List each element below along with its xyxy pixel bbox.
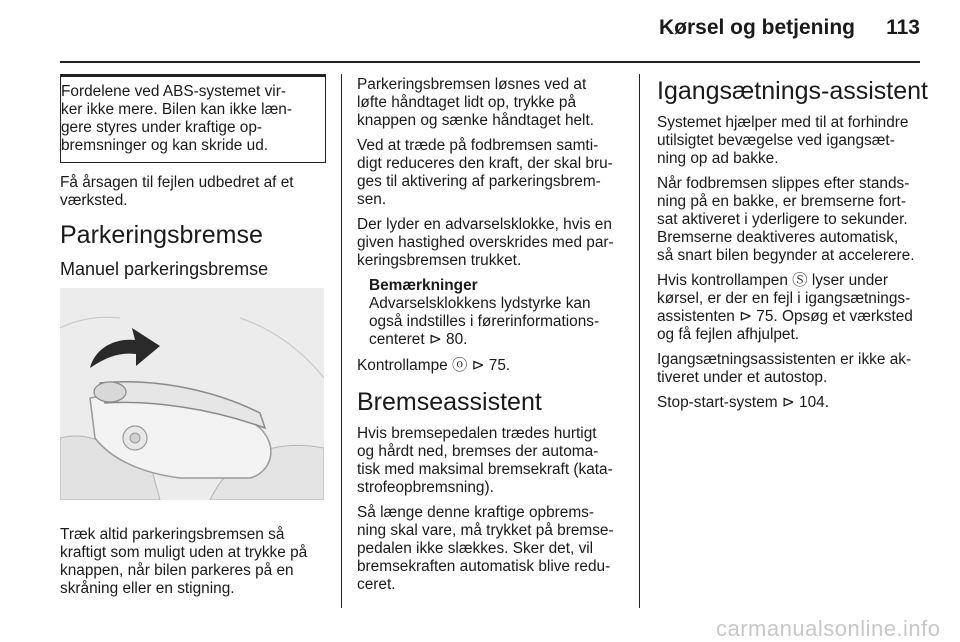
text-line: bremsekraften automatisk blive redu- (357, 558, 611, 575)
column-divider (639, 74, 640, 608)
text-line: tiveret under et autostop. (657, 369, 828, 386)
note-heading: Bemærkninger (369, 277, 478, 294)
column-middle (357, 76, 623, 601)
column-right (657, 76, 928, 419)
warning-box (60, 74, 326, 163)
text-line: Der lyder en advarselsklokke, hvis en (357, 216, 612, 233)
text-line: assistenten ⊳ 75. Opsøg et værksted (657, 308, 913, 325)
text-line: Træk altid parkeringsbremsen så (60, 526, 285, 543)
text-line: skråning eller en stigning. (60, 580, 235, 597)
text-line: sen. (357, 191, 387, 208)
paragraph (657, 272, 923, 344)
text-line: værksted. (60, 192, 128, 209)
text-line: løfte håndtaget lidt op, trykke på (357, 94, 577, 111)
text-line: og hårdt ned, bremses der automa- (357, 443, 599, 460)
paragraph: Kontrollampe ⓞ ⊳ 75. (357, 357, 511, 374)
text-line: så snart bilen begynder at accelerere. (657, 247, 915, 264)
handbrake-illustration (60, 288, 324, 500)
header-divider (60, 61, 920, 63)
text-line: pedalen ikke slækkes. Sker det, vil (357, 540, 594, 557)
text-line: Så længe denne kraftige opbrems- (357, 504, 594, 521)
paragraph (60, 174, 326, 210)
text-line: utilsigtet bevægelse ved igangsæt- (657, 132, 895, 149)
watermark: carmanualsonline.info (716, 616, 941, 641)
note-line: også indstilles i førerinformations- (369, 313, 600, 330)
subsection-heading: Manuel parkeringsbremse (60, 259, 269, 279)
text-line: ges til aktivering af parkeringsbrem- (357, 173, 601, 190)
handbrake-drawing (60, 288, 324, 500)
text-line: Få årsagen til fejlen udbedret af et (60, 174, 294, 191)
text-line: Hvis kontrollampen Ⓢ lyser under (657, 272, 888, 289)
paragraph (357, 425, 623, 497)
note-block (357, 277, 623, 349)
note-line: centeret ⊳ 80. (369, 331, 468, 348)
text-line: knappen og sænke håndtaget helt. (357, 112, 595, 129)
column-left (60, 76, 326, 605)
text-line: ning op ad bakke. (657, 150, 779, 167)
text-line: ceret. (357, 576, 396, 593)
note-line: Advarselsklokkens lydstyrke kan (369, 295, 591, 312)
paragraph (357, 504, 623, 594)
text-line: kørsel, er der en fejl i igangsætnings- (657, 290, 911, 307)
section-heading: Igangsætnings-assistent (657, 77, 928, 105)
section-heading: Parkeringsbremse (60, 221, 263, 249)
text-line: Ved at træde på fodbremsen samti- (357, 137, 599, 154)
text-line: Bremserne deaktiveres automatisk, (657, 229, 899, 246)
paragraph (357, 137, 623, 209)
warning-line: gere styres under kraftige op- (61, 119, 263, 136)
warning-line: ker ikke mere. Bilen kan ikke læn- (61, 101, 292, 118)
paragraph (357, 216, 623, 270)
paragraph (357, 76, 623, 130)
page-number: 113 (886, 16, 920, 39)
text-line: Hvis bremsepedalen trædes hurtigt (357, 425, 597, 442)
text-line: digt reduceres den kraft, der skal bru- (357, 155, 613, 172)
text-line: strofeopbremsning). (357, 479, 494, 496)
text-line: og få fejlen afhjulpet. (657, 326, 800, 343)
column-divider (341, 74, 342, 608)
section-heading: Bremseassistent (357, 388, 542, 416)
text-line: ning på en bakke, er bremserne fort- (657, 193, 906, 210)
text-line: tisk med maksimal bremsekraft (kata- (357, 461, 613, 478)
paragraph: Stop-start-system ⊳ 104. (657, 394, 829, 411)
text-line: knappen, når bilen parkeres på en (60, 562, 294, 579)
paragraph (657, 175, 923, 265)
paragraph (60, 526, 326, 598)
text-line: kraftigt som muligt uden at trykke på (60, 544, 308, 561)
text-line: Parkeringsbremsen løsnes ved at (357, 76, 587, 93)
paragraph (657, 114, 923, 168)
text-line: keringsbremsen trukket. (357, 252, 522, 269)
text-line: ning skal vare, må trykket på bremse- (357, 522, 614, 539)
running-header-title: Kørsel og betjening (658, 16, 855, 39)
paragraph (657, 351, 923, 387)
text-line: Igangsætningsassistenten er ikke ak- (657, 351, 912, 368)
warning-line: Fordelene ved ABS-systemet vir- (61, 83, 286, 100)
warning-line: bremsninger og kan skride ud. (61, 137, 269, 154)
text-line: given hastighed overskrides med par- (357, 234, 614, 251)
text-line: sat aktiveret i yderligere to sekunder. (657, 211, 908, 228)
text-line: Systemet hjælper med til at forhindre (657, 114, 909, 131)
text-line: Når fodbremsen slippes efter stands- (657, 175, 910, 192)
